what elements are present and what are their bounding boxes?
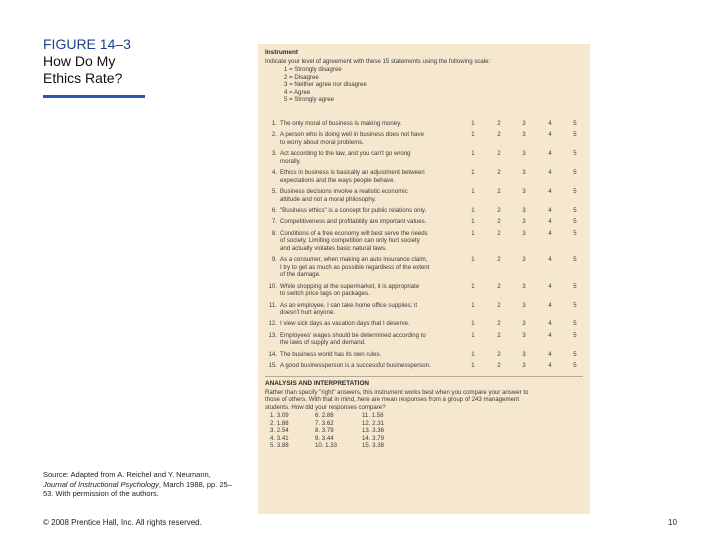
rating-option: 2: [497, 169, 501, 177]
mean-score: 15. 3.38: [362, 442, 385, 449]
rating-option: 2: [497, 362, 501, 370]
statement-row: [265, 207, 485, 215]
instrument-card: [258, 44, 590, 514]
rating-option: 2: [497, 320, 501, 328]
mean-score: 12. 2.31: [362, 419, 385, 427]
rating-option: 2: [497, 301, 501, 309]
analysis-line: Rather than specify "right" answers, this instrument works best when you compare your answer to: [265, 388, 529, 396]
mean-score: 5. 3.88: [270, 442, 289, 449]
statement-line: and actually violates basic natural laws.: [280, 244, 387, 252]
statement-number: 9.: [271, 256, 277, 264]
statement-text: [280, 207, 480, 215]
scale-item: 3 = Neither agree nor disagree: [284, 81, 367, 88]
statement-row: [265, 302, 485, 317]
statement-row: [265, 351, 485, 359]
statement-row: [265, 218, 485, 226]
rating-option: 2: [497, 350, 501, 358]
rating-option: 2: [497, 120, 501, 127]
rating-option: 3: [522, 320, 526, 328]
statement-row: [265, 283, 485, 298]
statement-line: to worry about moral problems.: [280, 138, 364, 146]
rating-option: 5: [573, 169, 577, 177]
statement-text: [280, 320, 480, 328]
rating-option: 1: [471, 218, 475, 226]
rating-option: 2: [497, 218, 501, 226]
rating-option: 4: [548, 320, 552, 328]
rating-option: 4: [548, 188, 552, 196]
statement-line: I try to get as much as possible regardless of the extent: [280, 263, 430, 271]
rating-option: 1: [471, 150, 475, 158]
rating-option: 2: [497, 188, 501, 196]
statement-line: Employees' wages should be determined according to: [280, 331, 426, 339]
statement-line: doesn't hurt anyone.: [280, 309, 336, 316]
page-number: 10: [668, 518, 677, 527]
rating-option: 1: [471, 131, 475, 139]
statement-line: A good businessperson is a successful businessperson.: [280, 362, 431, 370]
rating-option: 1: [471, 362, 475, 370]
rating-option: 2: [497, 207, 501, 214]
rating-option: 3: [522, 131, 526, 139]
statement-number: 2.: [271, 131, 277, 139]
statement-row: [265, 332, 485, 347]
statement-line: Conditions of a free economy will best serve the needs: [280, 229, 428, 237]
statement-line: of the damage.: [280, 271, 321, 279]
statement-text: [280, 256, 480, 279]
instrument-intro: Indicate your level of agreement with these 15 statements using the following scale:: [265, 58, 491, 65]
rating-option: 3: [522, 120, 526, 127]
copyright-notice: © 2008 Prentice Hall, Inc. All rights reserved.: [43, 518, 202, 527]
statement-row: [265, 320, 485, 328]
instrument-heading: Instrument: [265, 49, 299, 56]
statement-line: Competitiveness and profitability are important values.: [280, 218, 427, 226]
statement-number: 15.: [268, 362, 277, 370]
scale-item: 5 = Strongly agree: [284, 96, 334, 103]
analysis-heading: ANALYSIS AND INTERPRETATION: [265, 379, 370, 387]
statement-line: morally.: [280, 157, 301, 165]
statement-line: As an employee, I can take home office supplies; it: [280, 301, 418, 309]
rating-option: 1: [471, 229, 475, 237]
rating-option: 5: [573, 150, 577, 158]
mean-score: 10. 1.33: [315, 442, 338, 449]
rating-option: 5: [573, 256, 577, 264]
statement-text: [280, 120, 480, 128]
statement-row: [265, 131, 485, 146]
mean-score: 8. 3.79: [315, 427, 334, 434]
rating-option: 5: [573, 218, 577, 226]
rating-option: 4: [548, 362, 552, 370]
rating-option: 1: [471, 301, 475, 309]
rating-option: 1: [471, 282, 475, 290]
rating-option: 4: [548, 282, 552, 290]
rating-option: 5: [573, 350, 577, 358]
mean-score: 4. 3.41: [270, 434, 289, 442]
scale-item: 4 = Agree: [284, 88, 311, 96]
statement-line: Business decisions involve a realistic economic: [280, 188, 408, 196]
statement-row: [265, 120, 485, 128]
rating-option: 3: [522, 362, 526, 370]
rating-option: 3: [522, 256, 526, 264]
figure-title-line-1: How Do My: [43, 53, 116, 69]
rating-option: 5: [573, 120, 577, 127]
statement-text: [280, 150, 480, 165]
rating-option: 5: [573, 301, 577, 309]
rating-option: 3: [522, 207, 526, 214]
rating-option: 2: [497, 229, 501, 237]
rating-option: 1: [471, 188, 475, 196]
source-suffix: , March 1988, pp. 25–53. With permission of the authors.: [43, 479, 232, 499]
statement-number: 4.: [271, 169, 277, 177]
statement-line: the laws of supply and demand.: [280, 339, 366, 347]
statement-number: 5.: [271, 188, 277, 196]
mean-score: 1. 3.09: [270, 412, 289, 419]
mean-score: 9. 3.44: [315, 434, 334, 442]
statement-number: 10.: [268, 282, 277, 290]
rating-option: 5: [573, 320, 577, 328]
statement-line: The business world has its own rules.: [280, 350, 382, 358]
statement-number: 3.: [271, 150, 277, 158]
statement-line: A person who is doing well in business does not have: [280, 131, 424, 139]
statement-text: [280, 351, 480, 359]
rating-option: 1: [471, 320, 475, 328]
rating-option: 4: [548, 150, 552, 158]
statement-line: to switch price tags on packages.: [280, 290, 370, 298]
rating-option: 4: [548, 301, 552, 309]
statement-row: [265, 256, 485, 279]
rating-option: 4: [548, 207, 552, 214]
statement-number: 6.: [271, 207, 277, 214]
statement-number: 11.: [268, 301, 277, 309]
section-divider: [265, 376, 583, 377]
statement-line: The only moral of business is making money.: [280, 120, 402, 127]
rating-option: 1: [471, 256, 475, 264]
statement-number: 7.: [271, 218, 277, 226]
rating-option: 3: [522, 150, 526, 158]
statement-line: As a consumer, when making an auto insurance claim,: [280, 256, 428, 264]
figure-caption: [43, 36, 223, 87]
statement-row: [265, 150, 485, 165]
figure-title-line-2: Ethics Rate?: [43, 70, 123, 86]
statement-text: [280, 362, 480, 370]
rating-option: 3: [522, 229, 526, 237]
mean-score: 13. 3.36: [362, 427, 385, 434]
mean-score: 6. 2.88: [315, 412, 334, 419]
rating-option: 2: [497, 331, 501, 339]
statement-line: Ethics in business is basically an adjustment between: [280, 169, 425, 177]
rating-option: 3: [522, 282, 526, 290]
statement-row: [265, 169, 485, 184]
rating-option: 5: [573, 131, 577, 139]
statement-row: [265, 188, 485, 203]
analysis-line: students. How did your responses compare?: [265, 403, 386, 411]
statement-number: 13.: [268, 331, 277, 339]
statement-text: [280, 169, 480, 184]
rating-option: 4: [548, 256, 552, 264]
statement-line: attitude and not a moral philosophy.: [280, 195, 377, 203]
rating-option: 2: [497, 256, 501, 264]
rating-option: 4: [548, 229, 552, 237]
scale-item: 2 = Disagree: [284, 73, 319, 81]
analysis-line: those of others. With that in mind, here are mean responses from a group of 243 management: [265, 396, 520, 403]
rating-option: 5: [573, 331, 577, 339]
rating-option: 5: [573, 282, 577, 290]
statement-number: 14.: [268, 350, 277, 358]
statement-line: While shopping at the supermarket, it is appropriate: [280, 282, 420, 290]
rating-option: 2: [497, 131, 501, 139]
mean-score: 11. 1.58: [362, 412, 384, 419]
mean-score: 2. 1.88: [270, 419, 289, 427]
statement-text: [280, 230, 480, 253]
title-underline: [43, 95, 145, 98]
rating-option: 5: [573, 207, 577, 214]
statement-line: of society. Limiting competition can only hurt society: [280, 237, 420, 245]
rating-option: 1: [471, 207, 475, 214]
statement-row: [265, 230, 485, 253]
scale-item: 1 = Strongly disagree: [284, 66, 342, 73]
mean-score: 14. 3.79: [362, 434, 385, 442]
statement-text: [280, 188, 480, 203]
statement-line: expectations and the ways people behave.: [280, 176, 396, 184]
rating-option: 1: [471, 120, 475, 127]
rating-option: 3: [522, 331, 526, 339]
rating-option: 4: [548, 331, 552, 339]
rating-option: 4: [548, 131, 552, 139]
rating-option: 3: [522, 218, 526, 226]
rating-option: 4: [548, 169, 552, 177]
rating-option: 5: [573, 362, 577, 370]
rating-option: 5: [573, 229, 577, 237]
rating-option: 2: [497, 150, 501, 158]
rating-option: 4: [548, 350, 552, 358]
rating-option: 1: [471, 350, 475, 358]
rating-option: 1: [471, 169, 475, 177]
statement-line: I view sick days as vacation days that I deserve.: [280, 320, 410, 328]
source-note: [43, 470, 233, 499]
statement-line: Act according to the law, and you can't go wrong: [280, 150, 411, 158]
statement-text: [280, 283, 480, 298]
mean-score: 3. 2.54: [270, 427, 289, 434]
rating-option: 3: [522, 301, 526, 309]
source-journal: Journal of Instructional Psychology: [43, 479, 159, 489]
statement-row: [265, 362, 485, 370]
statement-number: 1.: [271, 120, 277, 127]
rating-option: 3: [522, 350, 526, 358]
statement-text: [280, 218, 480, 226]
statement-number: 8.: [271, 229, 277, 237]
statement-text: [280, 131, 480, 146]
rating-option: 2: [497, 282, 501, 290]
rating-option: 4: [548, 120, 552, 127]
rating-option: 3: [522, 188, 526, 196]
mean-score: 7. 3.62: [315, 419, 334, 427]
rating-option: 5: [573, 188, 577, 196]
figure-number: FIGURE 14–3: [43, 36, 131, 52]
rating-option: 4: [548, 218, 552, 226]
statement-text: [280, 332, 480, 347]
source-prefix: Source: Adapted from A. Reichel and Y. Neumann,: [43, 470, 211, 479]
statement-line: "Business ethics" is a concept for public relations only.: [280, 207, 427, 214]
statement-number: 12.: [268, 320, 277, 328]
statement-text: [280, 302, 480, 317]
rating-option: 3: [522, 169, 526, 177]
rating-option: 1: [471, 331, 475, 339]
